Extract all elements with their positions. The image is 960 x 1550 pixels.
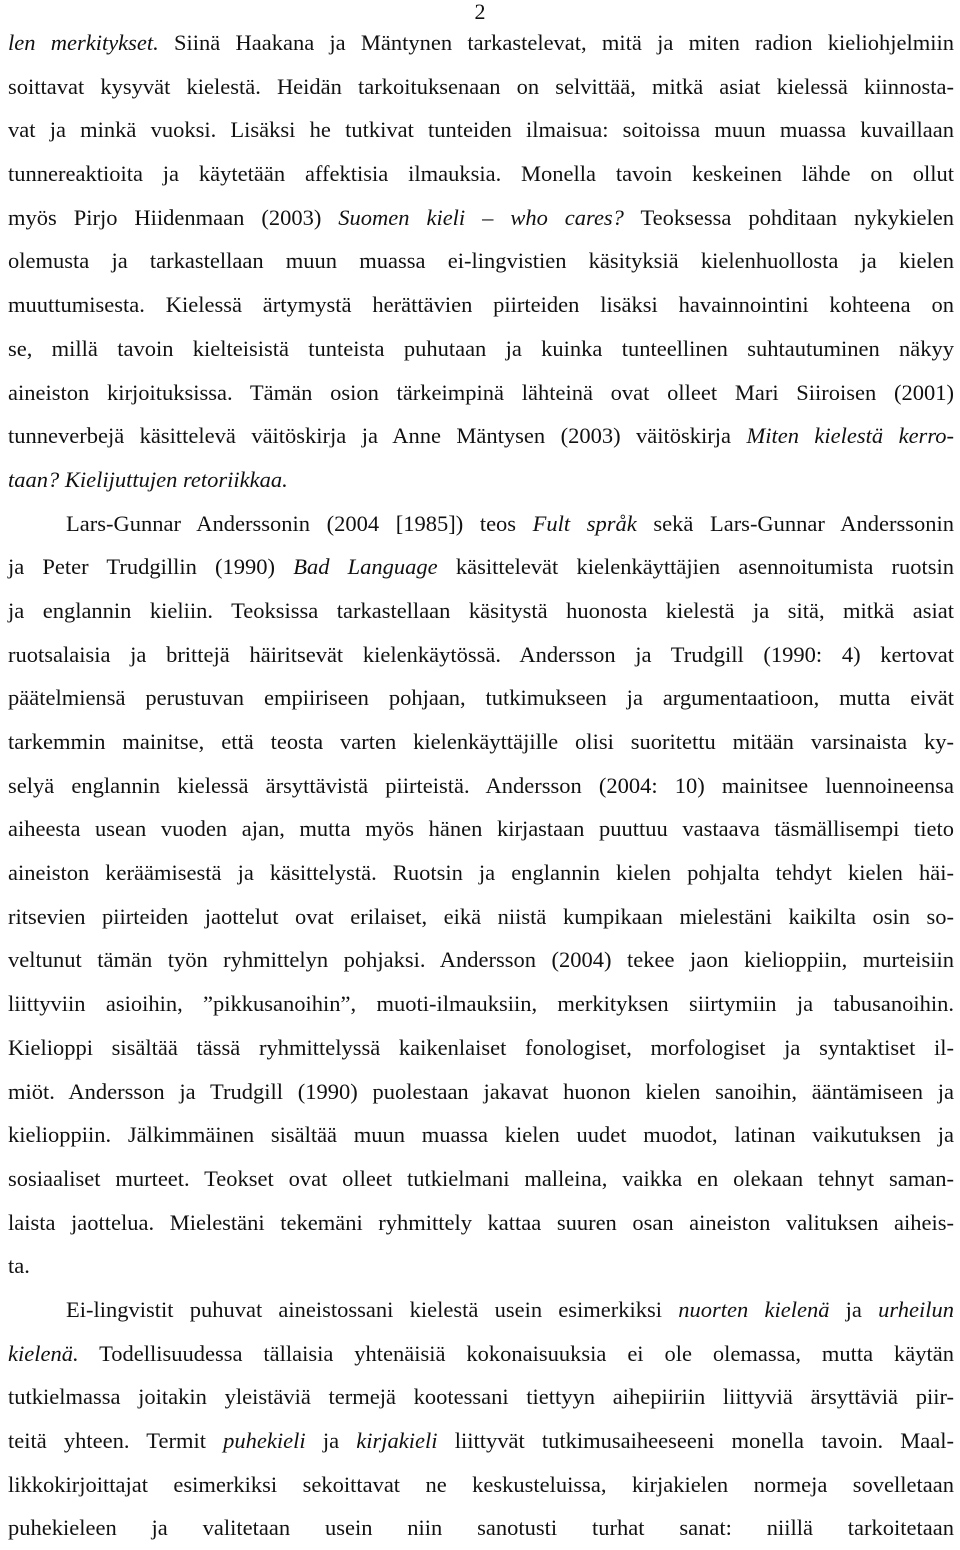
text-segment: liittyviin asioihin, ”pikkusanoihin”, muoti-ilmauksiin, merkityksen siirtymiin ja tabusanoihin. <box>8 991 954 1017</box>
text-line <box>8 1026 954 1070</box>
text-line <box>8 1157 954 1201</box>
text-line <box>8 545 954 589</box>
text-segment: käsittelevät kielenkäyttäjien asennoitumista ruotsin <box>437 554 954 580</box>
text-segment: ja <box>305 1428 357 1453</box>
text-line <box>8 371 954 415</box>
italic-text: urheilun <box>878 1296 954 1322</box>
text-line <box>8 720 954 764</box>
text-line <box>8 807 954 851</box>
text-line <box>8 502 954 546</box>
text-segment: puhekieleen ja valitetaan usein niin sanotusti turhat sanat: niillä tarkoitetaan <box>8 1515 954 1541</box>
text-segment: miöt. Andersson ja Trudgill (1990) puolestaan jakavat huonon kielen sanoihin, ääntämiseen ja <box>8 1078 954 1104</box>
text-segment: tarkemmin mainitse, että teosta varten kielenkäyttäjille olisi suoritettu mitään varsinaista ky- <box>8 729 954 754</box>
text-line <box>8 1506 954 1550</box>
text-line <box>8 1201 954 1245</box>
text-segment: myös Pirjo Hiidenmaan (2003) <box>8 204 339 230</box>
text-line <box>8 1113 954 1157</box>
text-segment: kielioppiin. Jälkimmäinen sisältää muun muassa kielen uudet muodot, latinan vaikutuksen ja <box>8 1122 954 1148</box>
text-segment: liittyvät tutkimusaiheeseeni monella tavoin. Maal- <box>437 1428 955 1453</box>
text-line <box>8 851 954 895</box>
text-segment: selyä englannin kielessä ärsyttävistä piirteistä. Andersson (2004: 10) mainitsee luennoineensa <box>8 772 954 798</box>
text-segment: ja <box>829 1296 879 1322</box>
text-line <box>8 764 954 808</box>
text-line <box>8 65 954 109</box>
text-line <box>8 327 954 371</box>
text-line <box>8 938 954 982</box>
text-line <box>8 676 954 720</box>
text-line <box>8 1419 954 1463</box>
text-segment: ja englannin kieliin. Teoksissa tarkastellaan käsitystä huonosta kielestä ja sitä, mitkä asiat <box>8 597 954 623</box>
text-line <box>8 1463 954 1507</box>
text-segment: likkokirjoittajat esimerkiksi sekoittavat ne keskusteluissa, kirjakielen normeja sovelletaan <box>8 1471 954 1497</box>
text-segment: sosiaaliset murteet. Teokset ovat olleet tutkielmani malleina, vaikka en olekaan tehnyt saman- <box>8 1165 954 1191</box>
text-segment: ja Peter Trudgillin (1990) <box>8 554 294 580</box>
italic-text: puhekieli <box>223 1428 306 1453</box>
italic-text: len merkitykset. <box>8 30 159 55</box>
text-segment: ta. <box>8 1253 30 1279</box>
text-segment: Todellisuudessa tällaisia yhtenäisiä kokonaisuuksia ei ole olemassa, mutta käytän <box>78 1340 954 1366</box>
text-segment: Ei-lingvistit puhuvat aineistossani kielestä usein esimerkiksi <box>66 1296 679 1322</box>
text-line <box>8 108 954 152</box>
text-segment: se, millä tavoin kielteisistä tunteista puhutaan ja kuinka tunteellinen suhtautuminen näkyy <box>8 335 954 361</box>
text-segment: Kielioppi sisältää tässä ryhmittelyssä kaikenlaiset fonologiset, morfologiset ja syntaktiset il- <box>8 1034 954 1060</box>
italic-text: taan? Kielijuttujen retoriikkaa. <box>8 466 288 492</box>
text-segment: ritsevien piirteiden jaottelut ovat erilaiset, eikä niistä kumpikaan mielestäni kaikilta osin so- <box>8 903 954 929</box>
italic-text: kirjakieli <box>356 1428 438 1453</box>
text-segment: aiheesta usean vuoden ajan, mutta myös hänen kirjastaan puuttuu vastaava täsmällisempi tieto <box>8 816 954 842</box>
page-number: 2 <box>474 0 486 24</box>
text-line <box>8 1332 954 1376</box>
text-segment: teitä yhteen. Termit <box>8 1428 224 1453</box>
text-line <box>8 152 954 196</box>
body-text <box>8 21 954 1550</box>
text-line <box>8 21 954 65</box>
italic-text: Fult språk <box>532 510 637 536</box>
text-line <box>8 589 954 633</box>
italic-text: Bad Language <box>293 554 438 580</box>
text-segment: päätelmiensä perustuvan empiiriseen pohjaan, tutkimukseen ja argumentaatioon, mutta eivät <box>8 685 954 711</box>
text-segment: veltunut tämän työn ryhmittelyn pohjaksi. Andersson (2004) tekee jaon kielioppiin, murteisiin <box>8 947 954 973</box>
text-segment: aineiston keräämisestä ja käsittelystä. Ruotsin ja englannin kielen pohjalta tehdyt kielen häi- <box>8 860 954 886</box>
text-line <box>8 283 954 327</box>
text-line <box>8 239 954 283</box>
text-segment: Siinä Haakana ja Mäntynen tarkastelevat, mitä ja miten radion kieliohjelmiin <box>158 30 954 55</box>
text-segment: tutkielmassa joitakin yleistäviä termejä kootessani tiettyyn aihepiiriin liittyviä ärsyttäviä piir- <box>8 1384 954 1410</box>
italic-text: Suomen kieli – who cares? <box>338 204 624 230</box>
text-line <box>8 458 954 502</box>
text-line <box>8 414 954 458</box>
text-segment: aineiston kirjoituksissa. Tämän osion tärkeimpinä lähteinä ovat olleet Mari Siiroisen (2001) <box>8 379 954 405</box>
italic-text: nuorten kielenä <box>678 1296 830 1322</box>
text-segment: Teoksessa pohditaan nykykielen <box>623 204 954 230</box>
text-segment: sekä Lars-Gunnar Anderssonin <box>636 510 955 536</box>
text-segment: laista jaottelua. Mielestäni tekemäni ryhmittely kattaa suuren osan aineiston valituksen aiheis- <box>8 1209 954 1235</box>
text-line <box>8 895 954 939</box>
text-segment: tunneverbejä käsittelevä väitöskirja ja Anne Mäntysen (2003) väitöskirja <box>8 423 747 449</box>
text-line <box>8 1244 954 1288</box>
italic-text: kielenä. <box>8 1340 79 1366</box>
text-line <box>8 1070 954 1114</box>
text-segment: vat ja minkä vuoksi. Lisäksi he tutkivat tunteiden ilmaisua: soitoissa muun muassa kuvaillaan <box>8 117 954 143</box>
text-line <box>8 982 954 1026</box>
text-segment: tunnereaktioita ja käytetään affektisia ilmauksia. Monella tavoin keskeinen lähde on ollut <box>8 161 954 187</box>
text-line <box>8 1288 954 1332</box>
italic-text: Miten kielestä kerro- <box>746 423 954 449</box>
text-line <box>8 633 954 677</box>
text-line <box>8 196 954 240</box>
text-segment: Lars-Gunnar Anderssonin (2004 [1985]) teos <box>66 510 533 536</box>
text-line <box>8 1375 954 1419</box>
text-segment: soittavat kysyvät kielestä. Heidän tarkoituksenaan on selvittää, mitkä asiat kielessä kiinnosta- <box>8 73 954 99</box>
text-segment: olemusta ja tarkastellaan muun muassa ei-lingvistien käsityksiä kielenhuollosta ja kielen <box>8 248 954 274</box>
text-segment: muuttumisesta. Kielessä ärtymystä herättävien piirteiden lisäksi havainnointini kohteena on <box>8 292 954 318</box>
text-segment: ruotsalaisia ja brittejä häiritsevät kielenkäytössä. Andersson ja Trudgill (1990: 4) kertovat <box>8 641 954 667</box>
